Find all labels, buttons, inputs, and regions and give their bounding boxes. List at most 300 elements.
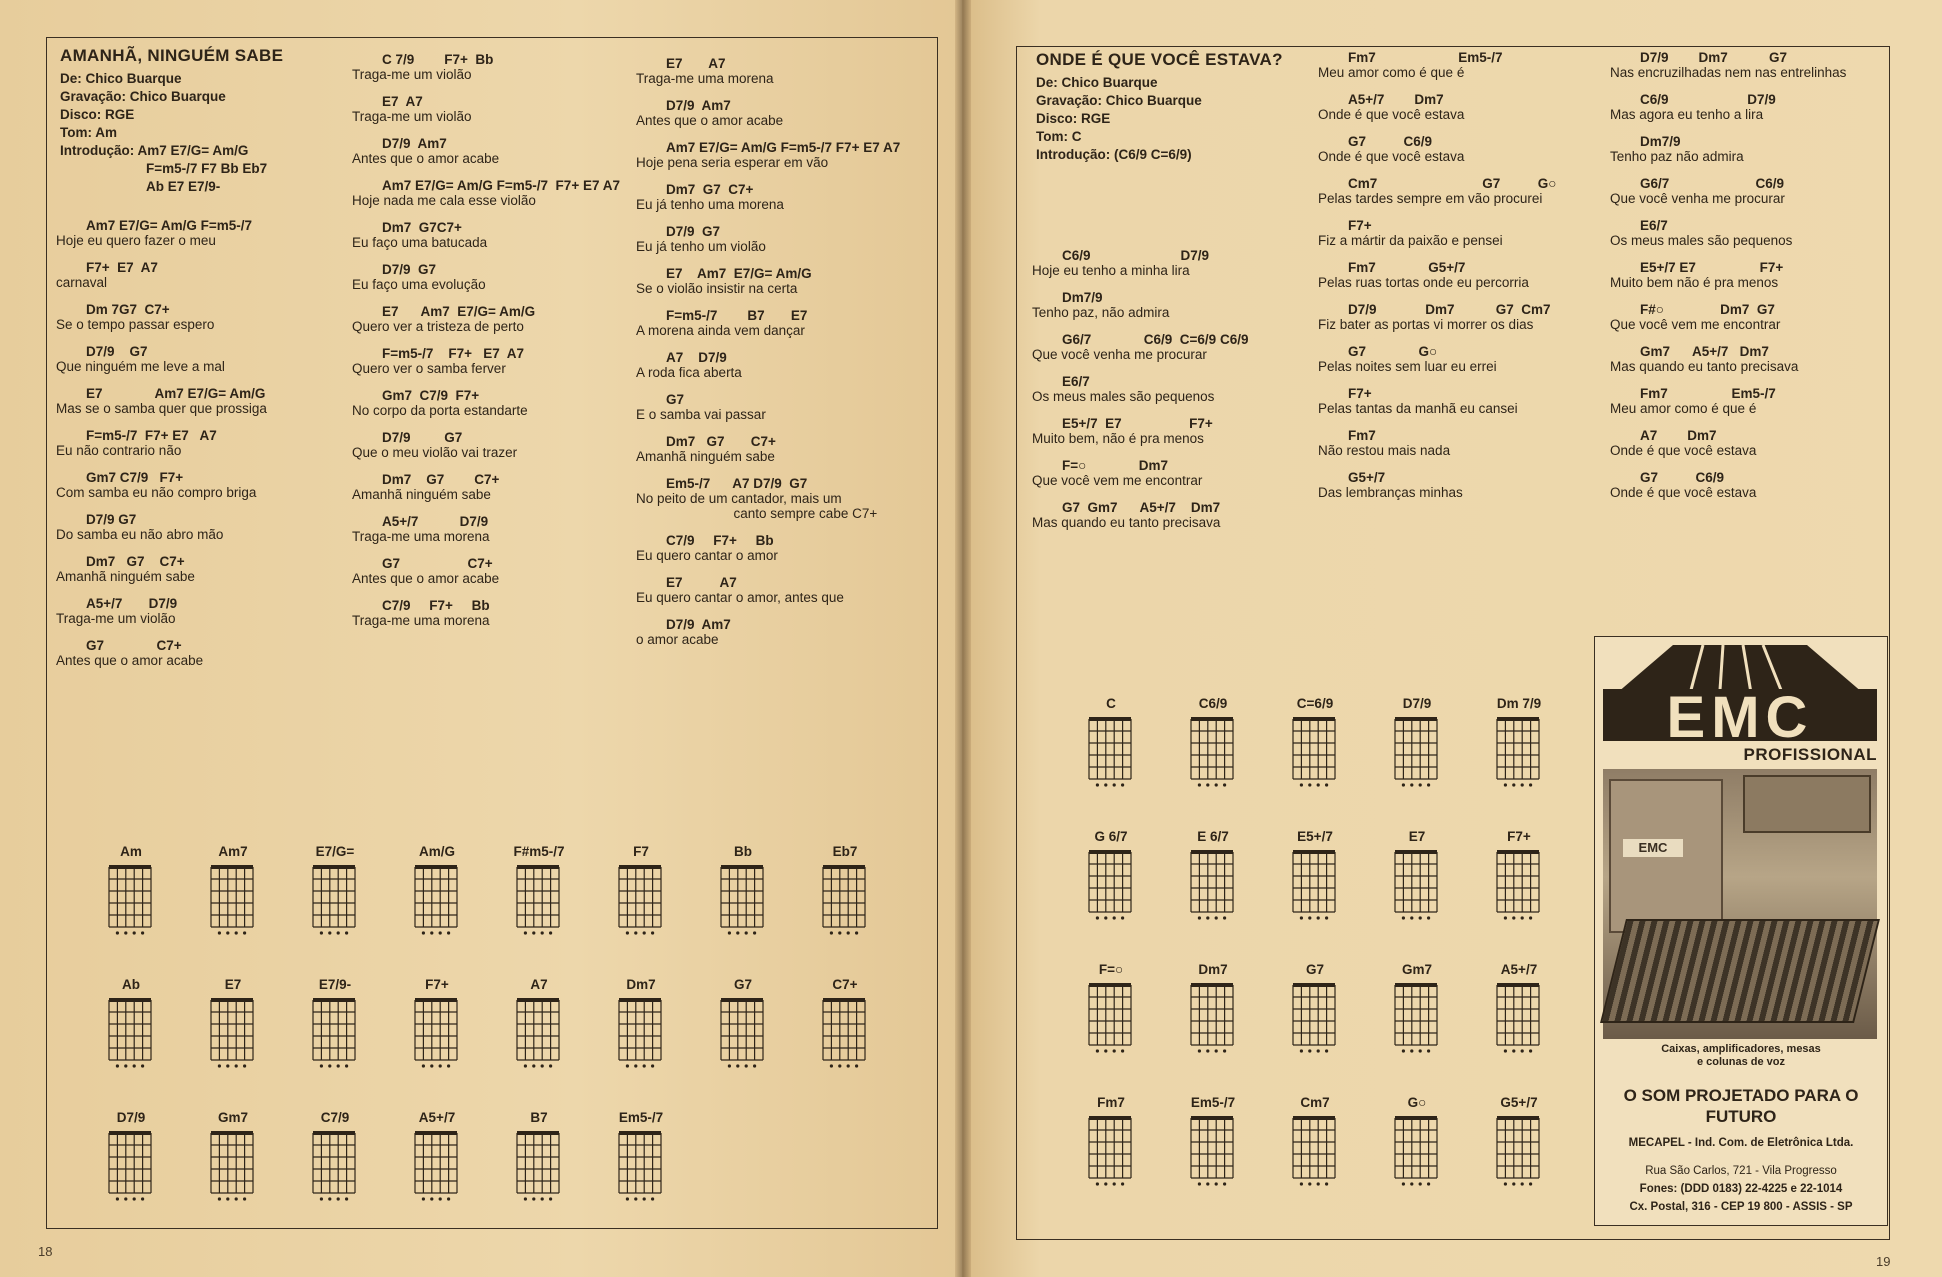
fretboard-nut [109,865,151,869]
string-marker [226,931,229,934]
chord-name: F7+ [1507,829,1531,844]
string-marker [524,1064,527,1067]
chord-name: Cm7 [1300,1095,1330,1110]
string-marker [226,1064,229,1067]
string-marker [422,1197,425,1200]
ad-address: Rua São Carlos, 721 - Vila Progresso [1645,1165,1837,1177]
song-key: Tom: C [1036,129,1082,144]
string-marker [745,1064,748,1067]
string-marker [847,1064,850,1067]
lyric-text: Hoje eu quero fazer o meu [56,233,216,248]
song-header-right [1036,50,1316,164]
page-number-right: 19 [1876,1254,1891,1269]
string-marker [1096,916,1099,919]
song-header-left [60,46,340,196]
fretboard [103,1127,159,1207]
string-marker [1529,783,1532,786]
fretboard-nut [823,865,865,869]
string-marker [855,1064,858,1067]
string-marker [337,931,340,934]
chord-line: F=m5-/7 F7+ E7 A7 [86,428,217,443]
lyric-line [56,344,336,374]
lyric-text: Antes que o amor acabe [56,653,204,668]
fretboard [511,1127,567,1207]
string-marker [626,931,629,934]
lyric-line [56,554,336,584]
string-marker [141,1197,144,1200]
chord-name: C6/9 [1198,696,1228,711]
string-marker [626,1064,629,1067]
chord-diagram [1060,1095,1162,1192]
chord-line: D7/9 G7 [666,224,721,239]
chord-line: Am7 E7/G= Am/G F=m5-/7 F7+ E7 A7 [382,178,620,193]
string-marker [1504,1049,1507,1052]
chord-diagram [284,1110,386,1207]
mixing-console [1600,919,1880,1023]
fretboard-nut [1191,1116,1233,1120]
string-marker [1402,783,1405,786]
string-marker [1521,916,1524,919]
string-marker [626,1197,629,1200]
fretboard-nut [1191,983,1233,987]
chord-diagram [1162,1095,1264,1192]
song-album: Disco: RGE [60,107,135,122]
chord-line: A5+/7 D7/9 [382,514,489,529]
string-marker [1206,783,1209,786]
chord-name: Fm7 [1097,1095,1125,1110]
fretboard [1185,713,1241,793]
string-marker [1215,1182,1218,1185]
string-marker [235,1064,238,1067]
string-marker [1300,783,1303,786]
chord-diagram [1366,962,1468,1059]
fretboard-nut [1395,1116,1437,1120]
fretboard [1083,1112,1139,1192]
lyric-text: Eu já tenho um violão [636,239,766,254]
fretboard [1389,846,1445,926]
fretboard-nut [1395,983,1437,987]
string-marker [1402,916,1405,919]
chord-line: F#○ Dm7 G7 [1640,302,1775,317]
string-marker [124,931,127,934]
string-marker [218,931,221,934]
lyric-text: Tenho paz não admira [1610,149,1744,164]
string-marker [1104,1182,1107,1185]
string-marker [133,1064,136,1067]
lyric-text: Onde é que você estava [1610,485,1757,500]
lyric-text: Hoje pena seria esperar em vão [636,155,829,170]
lyric-text: A morena ainda vem dançar [636,323,805,338]
string-marker [1104,783,1107,786]
lyric-text: Que você venha me procurar [1610,191,1785,206]
string-marker [1121,783,1124,786]
string-marker [1300,1049,1303,1052]
chord-name: F#m5-/7 [513,844,565,859]
lyric-line [1318,302,1618,332]
string-marker [1427,1182,1430,1185]
chord-diagram [1162,829,1264,926]
string-marker [1419,783,1422,786]
chord-line: E7 A7 [666,56,726,71]
string-marker [1198,916,1201,919]
chord-name: F7+ [425,977,449,992]
fretboard [1491,713,1547,793]
string-marker [345,1197,348,1200]
lyric-text: Eu já tenho uma morena [636,197,784,212]
string-marker [549,1064,552,1067]
lyric-line [1610,260,1880,290]
lyric-text: Antes que o amor acabe [352,571,500,586]
lyric-text: Fiz bater as portas vi morrer os dias [1318,317,1534,332]
fretboard-nut [211,1131,253,1135]
chord-line: E5+/7 E7 F7+ [1062,416,1213,431]
lyric-text: Se o tempo passar espero [56,317,215,332]
string-marker [439,931,442,934]
ad-slogan: O SOM PROJETADO PARA O FUTURO [1623,1086,1859,1126]
chord-name: Dm7 [626,977,656,992]
string-marker [1215,783,1218,786]
chord-line: Dm7 G7 C7+ [666,434,776,449]
string-marker [1198,783,1201,786]
chord-name: E7/G= [315,844,355,859]
string-marker [1113,1182,1116,1185]
string-marker [651,1197,654,1200]
song-author: De: Chico Buarque [60,71,182,86]
lyric-text: Os meus males são pequenos [1032,389,1215,404]
chord-name: Dm7 [1198,962,1228,977]
fretboard [1287,979,1343,1059]
lyric-line [636,308,936,338]
chord-diagram [1468,696,1570,793]
string-marker [1402,1182,1405,1185]
chord-name: Am7 [218,844,248,859]
chord-diagram [590,1110,692,1207]
fretboard [307,994,363,1074]
lyric-line [1610,470,1880,500]
lyric-line [1318,50,1618,80]
lyric-text: Os meus males são pequenos [1610,233,1793,248]
song-title: ONDE É QUE VOCÊ ESTAVA? [1036,50,1283,69]
string-marker [1512,916,1515,919]
chord-diagram [1264,829,1366,926]
chord-name: C [1106,696,1116,711]
fretboard [205,1127,261,1207]
lyric-line [56,428,336,458]
lyric-text: Que você venha me procurar [1032,347,1207,362]
string-marker [124,1197,127,1200]
lyric-text: Traga-me uma morena [352,529,490,544]
chord-diagram [488,977,590,1074]
string-marker [226,1197,229,1200]
lyric-text: Quero ver o samba ferver [352,361,506,376]
lyric-line [636,392,936,422]
lyric-line [1318,470,1618,500]
string-marker [549,931,552,934]
chord-name: Gm7 [217,1110,248,1125]
fretboard [511,861,567,941]
string-marker [524,931,527,934]
chord-diagram [1060,962,1162,1059]
string-marker [1096,783,1099,786]
string-marker [541,1064,544,1067]
string-marker [1521,1182,1524,1185]
lyric-text: Eu quero cantar o amor [636,548,778,563]
string-marker [320,1197,323,1200]
amplifier [1743,775,1871,833]
chord-name: Em5-/7 [1190,1095,1236,1110]
chord-name: G○ [1407,1095,1427,1110]
lyric-line [1318,134,1618,164]
chord-name: D7/9 [116,1110,146,1125]
fretboard-nut [1497,850,1539,854]
lyric-text: Traga-me um violão [352,109,472,124]
lyric-text: Tenho paz, não admira [1032,305,1170,320]
chord-line: Cm7 G7 G○ [1348,176,1557,191]
chord-line: D7/9 G7 [382,262,437,277]
string-marker [1096,1182,1099,1185]
lyrics-column-1 [56,218,336,680]
chord-diagram [488,844,590,941]
chord-line: G7 Gm7 A5+/7 Dm7 [1062,500,1221,515]
fretboard-nut [1089,983,1131,987]
chord-line: F=○ Dm7 [1062,458,1169,473]
fretboard-nut [823,998,865,1002]
lyric-text: Pelas tardes sempre em vão procurei [1318,191,1543,206]
string-marker [1410,1049,1413,1052]
song-title: AMANHÃ, NINGUÉM SABE [60,46,284,65]
lyric-line [56,302,336,332]
lyric-line [56,218,336,248]
fretboard-nut [313,865,355,869]
lyric-line [1318,344,1618,374]
fretboard [1083,713,1139,793]
lyric-text: Nas encruzilhadas nem nas entrelinhas [1610,65,1847,80]
chord-diagram [692,844,794,941]
string-marker [736,1064,739,1067]
lyric-line [1032,290,1322,320]
lyric-line [352,136,632,166]
lyric-line [352,262,632,292]
string-marker [1325,916,1328,919]
chord-line: Dm7 G7 C7+ [86,554,185,569]
string-marker [1206,1049,1209,1052]
song-key: Tom: Am [60,125,117,140]
product-photo [1603,769,1877,1039]
chord-diagram [1264,696,1366,793]
emc-tagline: PROFISSIONAL [1743,745,1877,764]
lyric-line [352,514,632,544]
song-author: De: Chico Buarque [1036,75,1158,90]
string-marker [1198,1049,1201,1052]
emc-brand: EMC [1666,685,1814,741]
chord-diagram [80,977,182,1074]
fretboard-nut [415,1131,457,1135]
lyric-line [636,140,936,170]
fretboard-nut [1395,850,1437,854]
chord-line: Dm7/9 [1062,290,1103,305]
string-marker [728,931,731,934]
song-intro: Introdução: Am7 E7/G= Am/G [60,143,249,158]
string-marker [133,1197,136,1200]
emc-advertisement [1594,636,1888,1226]
fretboard [1389,713,1445,793]
fretboard [307,1127,363,1207]
lyric-line [352,388,632,418]
string-marker [838,931,841,934]
string-marker [447,1064,450,1067]
string-marker [439,1064,442,1067]
lyric-line [636,533,936,563]
lyric-line [352,346,632,376]
lyric-text: Onde é que você estava [1318,149,1465,164]
string-marker [1419,916,1422,919]
chord-diagram [1468,829,1570,926]
fretboard-nut [415,998,457,1002]
fretboard [103,994,159,1074]
string-marker [328,1197,331,1200]
string-marker [855,931,858,934]
chord-diagram [590,977,692,1074]
fretboard-nut [1293,717,1335,721]
chord-line: Em5-/7 A7 D7/9 G7 [666,476,808,491]
string-marker [1215,1049,1218,1052]
string-marker [838,1064,841,1067]
chord-diagram [80,844,182,941]
string-marker [532,931,535,934]
chord-line: E7 A7 [382,94,423,109]
fretboard [1185,1112,1241,1192]
string-marker [218,1064,221,1067]
lyric-text: carnaval [56,275,108,290]
chord-diagram [182,977,284,1074]
string-marker [1113,783,1116,786]
string-marker [1300,916,1303,919]
string-marker [1529,1049,1532,1052]
chord-line: C6/9 D7/9 [1062,248,1210,263]
song-intro-line-2: F=m5-/7 F7 Bb Eb7 [146,161,268,176]
chord-name: A7 [530,977,548,992]
chord-name: B7 [530,1110,548,1125]
string-marker [243,1064,246,1067]
fretboard [817,861,873,941]
string-marker [235,931,238,934]
string-marker [1308,916,1311,919]
fretboard-nut [109,998,151,1002]
string-marker [1402,1049,1405,1052]
lyric-line [1032,458,1322,488]
chord-name: G5+/7 [1500,1095,1538,1110]
lyric-line [1610,428,1880,458]
lyric-line [1032,374,1322,404]
string-marker [447,1197,450,1200]
string-marker [643,931,646,934]
string-marker [728,1064,731,1067]
lyric-line [636,476,936,521]
string-marker [141,1064,144,1067]
chord-line: G7 C6/9 [1640,470,1725,485]
string-marker [634,931,637,934]
cabinet-badge: EMC [1623,839,1683,857]
string-marker [430,931,433,934]
fretboard [103,861,159,941]
fretboard-nut [1089,717,1131,721]
fretboard [817,994,873,1074]
string-marker [634,1197,637,1200]
chord-line: C6/9 D7/9 [1640,92,1776,107]
chord-diagram [1162,962,1264,1059]
chord-name: G 6/7 [1094,829,1128,844]
lyric-line [1318,176,1618,206]
lyrics-column-2 [1318,50,1618,512]
book-gutter [955,0,971,1277]
fretboard [1491,1112,1547,1192]
chord-line: D7/9 Am7 [382,136,447,151]
lyric-text: Que você vem me encontrar [1032,473,1203,488]
chord-name: Gm7 [1401,962,1432,977]
fretboard [1287,846,1343,926]
lyric-line [352,472,632,502]
chord-line: G6/7 C6/9 [1640,176,1785,191]
chord-name: E7/9- [318,977,352,992]
lyric-text: Traga-me uma morena [636,71,774,86]
chord-diagram [1264,1095,1366,1192]
string-marker [1317,916,1320,919]
chord-diagram [794,977,896,1074]
string-marker [651,931,654,934]
fretboard-nut [517,1131,559,1135]
song-album: Disco: RGE [1036,111,1111,126]
lyric-text: Amanhã ninguém sabe [636,449,775,464]
chord-diagram [1264,962,1366,1059]
chord-diagram [182,1110,284,1207]
fretboard-nut [1089,850,1131,854]
fretboard [1389,979,1445,1059]
fretboard [715,994,771,1074]
lyric-line [1610,386,1880,416]
string-marker [1113,1049,1116,1052]
lyric-line [636,617,936,647]
ad-company: MECAPEL - Ind. Com. de Eletrônica Ltda. [1628,1137,1854,1149]
string-marker [133,931,136,934]
fretboard-nut [1293,1116,1335,1120]
lyric-line [1318,428,1618,458]
chord-diagram [1366,829,1468,926]
fretboard [613,994,669,1074]
string-marker [830,1064,833,1067]
fretboard [409,1127,465,1207]
chord-line: E6/7 [1062,374,1090,389]
chord-line: Fm7 Em5-/7 [1640,386,1776,401]
string-marker [235,1197,238,1200]
fretboard-nut [517,865,559,869]
chord-name: F7 [633,844,649,859]
string-marker [430,1197,433,1200]
chord-line: D7/9 Am7 [666,98,731,113]
string-marker [1198,1182,1201,1185]
string-marker [337,1197,340,1200]
string-marker [1206,1182,1209,1185]
string-marker [1427,783,1430,786]
lyric-line [56,512,336,542]
chord-line: Gm7 C7/9 F7+ [382,388,480,403]
chord-diagram [386,844,488,941]
fretboard-nut [211,865,253,869]
string-marker [116,1064,119,1067]
chord-diagram [386,1110,488,1207]
chord-line: E5+/7 E7 F7+ [1640,260,1784,275]
page-number-left: 18 [38,1244,53,1259]
string-marker [541,1197,544,1200]
